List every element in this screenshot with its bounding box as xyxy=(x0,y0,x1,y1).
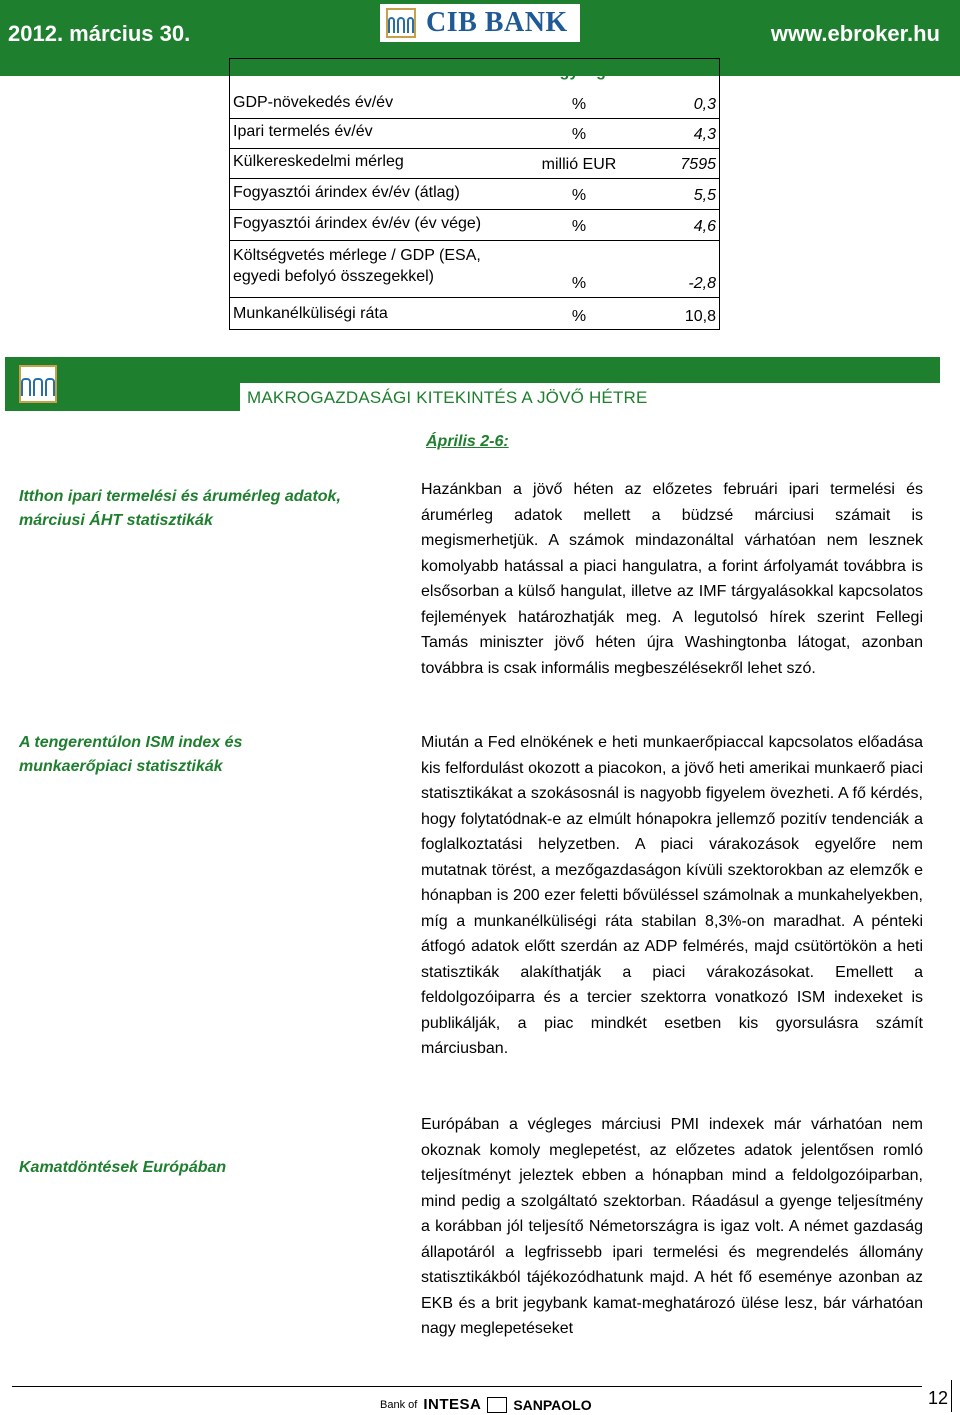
row-unit: % xyxy=(571,308,587,325)
cib-emblem-icon xyxy=(19,365,57,403)
brand-name: CIB BANK xyxy=(426,7,568,38)
intesa-label: INTESA xyxy=(423,1396,482,1413)
website-link[interactable]: www.ebroker.hu xyxy=(770,21,940,46)
column-header-year: 2012 xyxy=(657,63,693,80)
row-label: Munkanélküliségi ráta xyxy=(233,305,388,322)
article-body: Európában a végleges márciusi PMI indexek már várhatóan nem okoznak komoly meglepetést, az előzetes adatok jelentősen romló teljesítményt jeleztek ebben a hónapban mind a feldolgozóiparban, mind pedig a szolgáltató szektorban. Ráadásul a gyenge teljesítmény a korábban jól teljesítő Németországra is igaz volt. A német gazdaság állapotáról a legfrissebb ipari termelési és megrendelés állomány statisztikákból tájékozódhatunk majd. A hét fő eseménye azonban az EKB és a brit jegybank kamat-meghatározó ülése lesz, bár várhatóan nagy meglepetéseket xyxy=(421,1116,923,1337)
article-heading: Itthon ipari termelési és árumérleg adatok, márciusi ÁHT statisztikák xyxy=(19,488,341,529)
row-unit: millió EUR xyxy=(541,156,617,173)
row-label: Külkereskedelmi mérleg xyxy=(233,153,404,170)
row-value: 0,3 xyxy=(693,96,716,113)
row-value: 4,3 xyxy=(693,126,716,143)
row-value: 7595 xyxy=(680,156,716,173)
footer-rule xyxy=(12,1386,922,1387)
row-label: Fogyasztói árindex év/év (év vége) xyxy=(233,215,482,232)
row-value: 4,6 xyxy=(693,218,716,235)
sanpaolo-label: SANPAOLO xyxy=(513,1396,592,1413)
intesa-emblem-icon xyxy=(487,1397,507,1413)
article-body: Hazánkban a jövő héten az előzetes februári ipari termelési és árumérleg adatok mellett a büdzsé márciusi számait is megismerhetjük. A számok mindazonáltal várhatóan nem lesznek komolyabb hatással a piaci hangulatra, a forint árfolyamát továbbra is elsősorban a külső hangulat, illetve az IMF tárgyalásokkal kapcsolatos fejlemények határozhatják meg. A legutolsó hírek szerint Fellegi Tamás miniszter jövő héten újra Washingtonba látogat, azonban továbbra is csak informális megbeszélésekről lehet szó. xyxy=(421,481,923,677)
cib-logo xyxy=(380,4,580,42)
row-unit: % xyxy=(571,96,587,113)
section-title: MAKROGAZDASÁGI KITEKINTÉS A JÖVŐ HÉTRE xyxy=(247,388,648,407)
article-heading: A tengerentúlon ISM index és munkaerőpiaci statisztikák xyxy=(19,734,243,775)
cib-emblem-icon xyxy=(386,8,416,38)
row-unit: % xyxy=(571,218,587,235)
forecast-table xyxy=(229,58,720,330)
bank-of-label: Bank of xyxy=(380,1398,418,1411)
row-unit: % xyxy=(571,126,587,143)
row-label: GDP-növekedés év/év xyxy=(233,94,394,111)
row-unit: % xyxy=(571,187,587,204)
article-body: Miután a Fed elnökének e heti munkaerőpiaccal kapcsolatos előadása kis felfordulást okozott a piacokon, a jövő heti amerikai munkaerő piaci statisztikákat a szokásosnál is nagyobb figyelem övezheti. A fő kérdés, hogy folytatódnak-e az elmúlt hónapokra jellemző pozitív tendenciák a foglalkoztatási helyzetben. A piaci várakozások egyelőre nem mutatnak törést, a mezőgazdaságon kívüli szektorokban az elemzők e hónapban is 200 ezer feletti bővüléssel számolnak a munkahelyekben, míg a munkanélküliségi ráta stabilan 8,3%-on maradhat. A pénteki átfogó adatok előtt szerdán az ADP felmérés, majd csütörtökön a heti statisztikák alakíthatják a piaci várakozásokat. Emellett a feldolgozóiparra és a tercier szektorra vonatkozó ISM indexeket is publikálják, a piac mindkét esetben kis gyorsulásra számít márciusban. xyxy=(421,734,923,1057)
row-unit: % xyxy=(571,275,587,292)
row-value: 5,5 xyxy=(693,187,716,204)
row-label: Fogyasztói árindex év/év (átlag) xyxy=(233,184,460,201)
row-label: Ipari termelés év/év xyxy=(233,123,373,140)
page-number: 12 xyxy=(927,1388,948,1408)
row-label: Költségvetés mérlege / GDP (ESA, egyedi befolyó összegekkel) xyxy=(233,247,481,285)
row-value: 10,8 xyxy=(684,308,716,325)
week-dates: Április 2-6: xyxy=(426,433,509,450)
report-date: 2012. március 30. xyxy=(8,21,191,46)
column-header-unit: Egység xyxy=(549,63,606,80)
row-value: -2,8 xyxy=(688,275,716,292)
article-heading: Kamatdöntések Európában xyxy=(19,1159,227,1176)
intesa-sanpaolo-logo xyxy=(380,1396,592,1413)
